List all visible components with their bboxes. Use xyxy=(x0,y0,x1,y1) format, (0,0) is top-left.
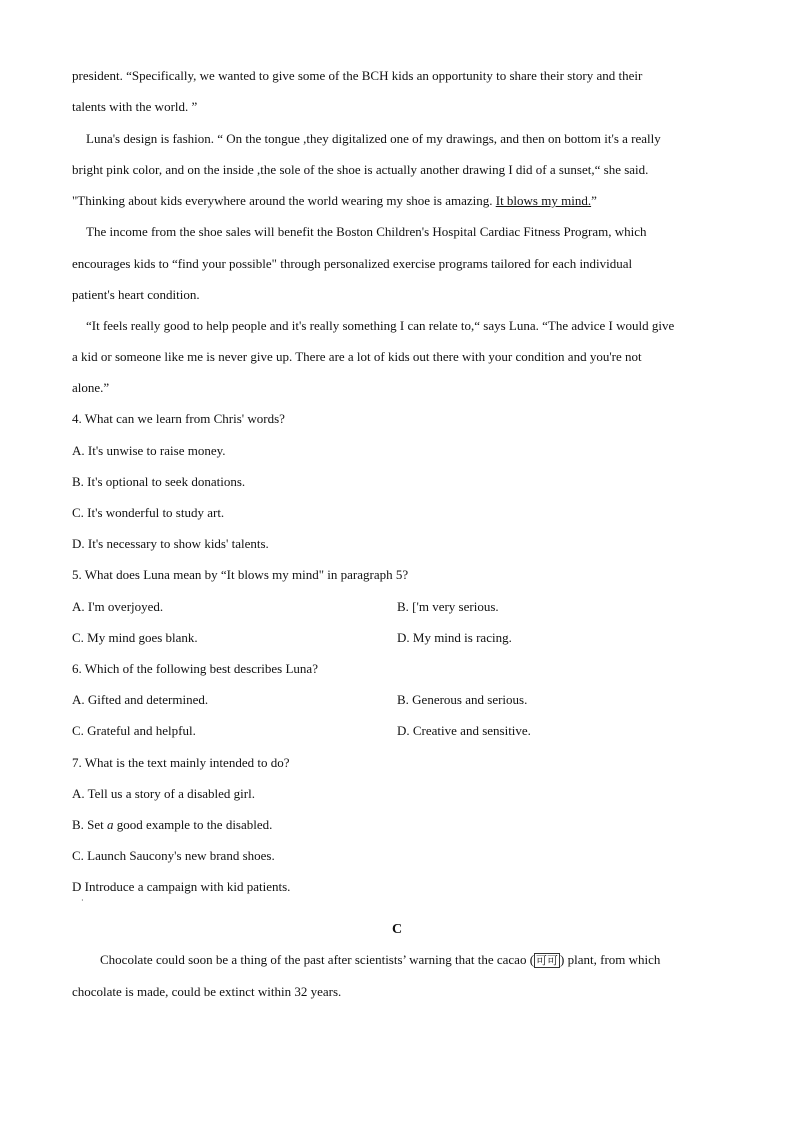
passage-line: encourages kids to “find your possible" through personalized exercise programs tailored for each individual xyxy=(72,256,633,271)
passage-text: ” xyxy=(591,193,597,208)
option-text: B. Set xyxy=(72,817,108,832)
option-b: B. It's optional to seek donations. xyxy=(72,474,246,489)
passage-text: Chocolate could soon be a thing of the past after scientists’ warning that the cacao ( xyxy=(100,952,535,967)
passage-line xyxy=(72,193,597,209)
option-c: C. It's wonderful to study art. xyxy=(72,505,225,520)
passage-line: Luna's design is fashion. “ On the tongue ,they digitalized one of my drawings, and then on bottom it's a really xyxy=(86,131,661,146)
option-b: B. ['m very serious. xyxy=(397,599,499,614)
option-d: D. It's necessary to show kids' talents. xyxy=(72,536,269,551)
option-a: A. It's unwise to raise money. xyxy=(72,443,226,458)
option-d: D. Creative and sensitive. xyxy=(397,723,531,738)
question-stem: 5. What does Luna mean by “It blows my mind" in paragraph 5? xyxy=(72,567,409,582)
option-b: B. Generous and serious. xyxy=(397,692,528,707)
passage-line: president. “Specifically, we wanted to give some of the BCH kids an opportunity to share their story and their xyxy=(72,68,643,83)
passage-line: a kid or someone like me is never give up. There are a lot of kids out there with your condition and you're not xyxy=(72,349,642,364)
passage-text: ) plant, from which xyxy=(560,952,661,967)
passage-line: The income from the shoe sales will benefit the Boston Children's Hospital Cardiac Fitness Program, which xyxy=(86,224,647,239)
passage-line xyxy=(100,952,660,969)
passage-line: alone.” xyxy=(72,380,110,395)
option-d: D. My mind is racing. xyxy=(397,630,512,645)
stray-mark: · xyxy=(81,896,84,905)
question-stem: 4. What can we learn from Chris' words? xyxy=(72,411,285,426)
question-stem: 7. What is the text mainly intended to do? xyxy=(72,755,290,770)
passage-line: “It feels really good to help people and it's really something I can relate to,“ says Luna. “The advice I would give xyxy=(86,318,675,333)
passage-text: "Thinking about kids everywhere around the world wearing my shoe is amazing. xyxy=(72,193,496,208)
question-stem: 6. Which of the following best describes Luna? xyxy=(72,661,318,676)
option-a: A. Tell us a story of a disabled girl. xyxy=(72,786,255,801)
chinese-gloss: 可可 xyxy=(536,954,559,967)
option-c: C. Launch Saucony's new brand shoes. xyxy=(72,848,275,863)
underlined-phrase: It blows my mind. xyxy=(495,193,592,208)
option-a: A. Gifted and determined. xyxy=(72,692,209,707)
option-text: good example to the disabled. xyxy=(113,817,273,832)
option-text-italic: a xyxy=(107,817,114,832)
passage-line: chocolate is made, could be extinct within 32 years. xyxy=(72,984,342,999)
passage-line: talents with the world. ” xyxy=(72,99,198,114)
option-c: C. My mind goes blank. xyxy=(72,630,198,645)
passage-line: patient's heart condition. xyxy=(72,287,200,302)
section-heading: C xyxy=(391,922,403,937)
option-b xyxy=(72,817,272,833)
passage-line: bright pink color, and on the inside ,the sole of the shoe is actually another drawing I did of a sunset,“ she said. xyxy=(72,162,649,177)
option-a: A. I'm overjoyed. xyxy=(72,599,164,614)
option-c: C. Grateful and helpful. xyxy=(72,723,196,738)
option-d: D Introduce a campaign with kid patients. xyxy=(72,879,291,894)
